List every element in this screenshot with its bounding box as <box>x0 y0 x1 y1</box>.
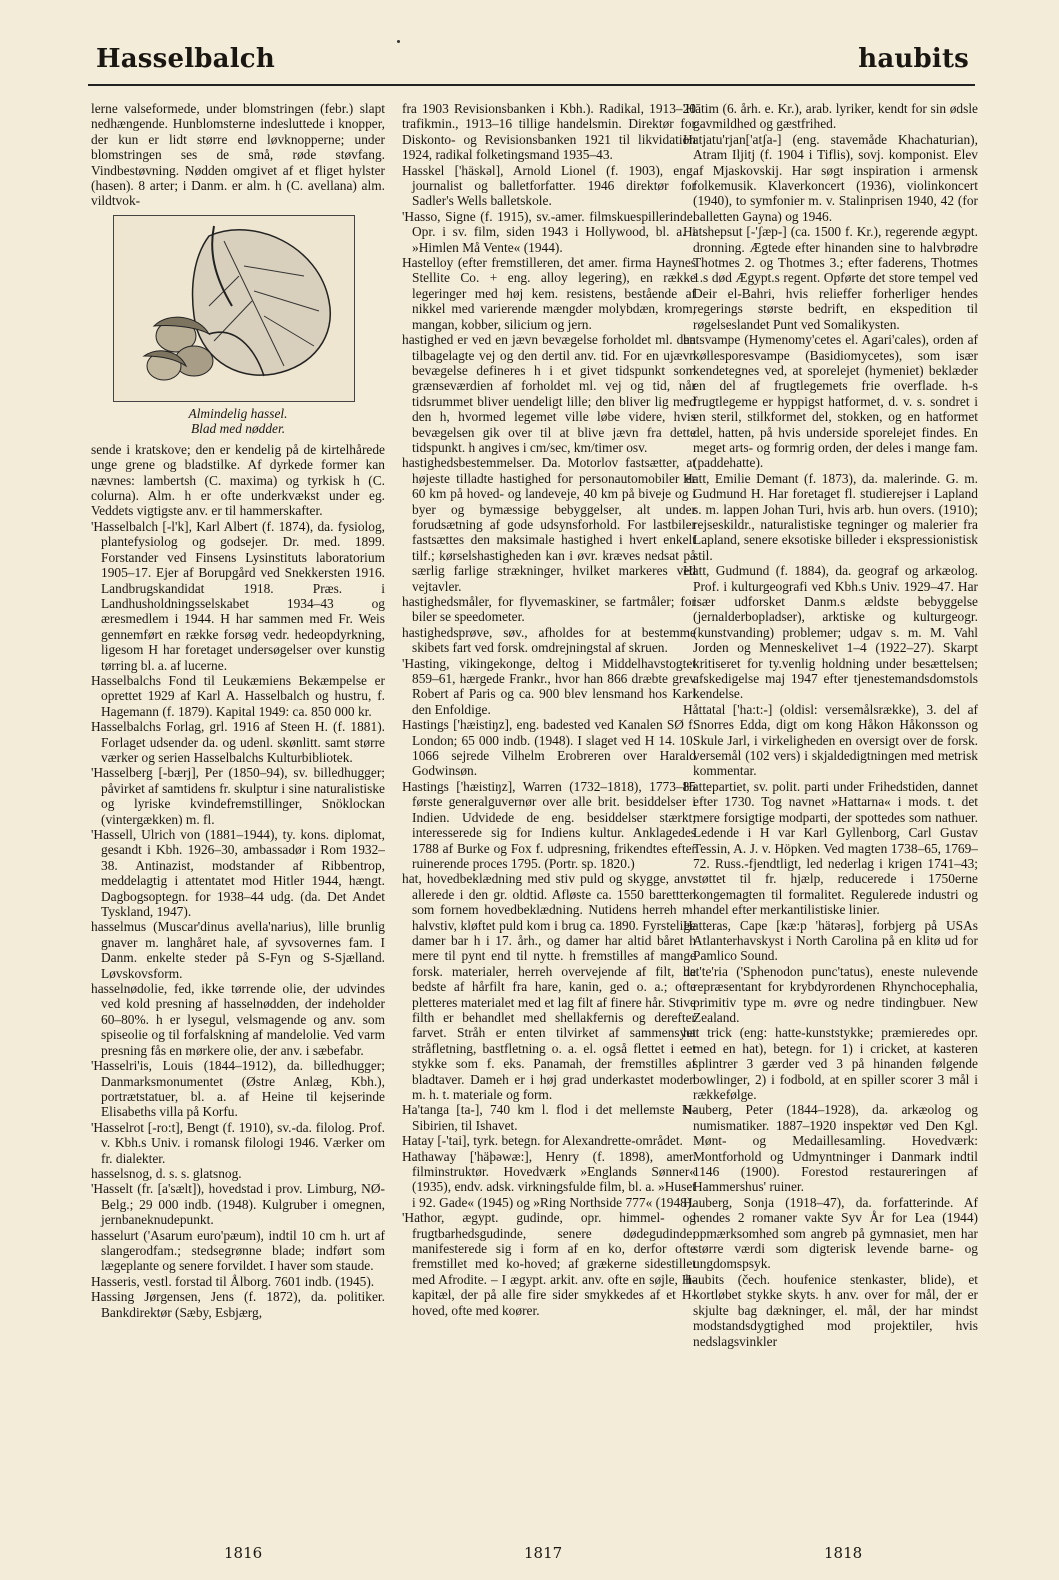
dictionary-entry: 'haubits (čech. houfenice stenkaster, blide), et kortløbet stykke skyts. h anv. over for mål, der er skjulte bag dækninger, el. mål, der har mindst modstandsdygtighed mod projektiler, hvis nedslagsvinkler <box>683 1271 978 1349</box>
dictionary-entry: hat'te'ria ('Sphenodon punc'tatus), eneste nulevende repræsentant for krybdyrordenen Rhynchocephalia, primitiv type m. øvre og nedre tindingbuer. New Zealand. <box>683 963 978 1025</box>
dictionary-entry: Hatt, Emilie Demant (f. 1873), da. malerinde. G. m. Gudmund H. Har foretaget fl. studierejser i Lapland s. m. lappen Johan Turi, hvis arb. hun overs. (1910); rejseskildr., naturalistiske tegninger og malerier fra Lapland, senere eksotiske billeder i ekspressionistisk stil. <box>683 470 978 563</box>
figure-caption <box>91 406 385 436</box>
dictionary-entry: 'Hasting, vikingekonge, deltog i Middelhavstogtet 859–61, hærgede Frankr., hvor han 866 dræbte grev Robert af Paris og ca. 900 blev lensmand hos Karl den Enfoldige. <box>402 655 696 717</box>
dictionary-entry: fra 1903 Revisionsbanken i Kbh.). Radikal, 1913–20 trafikmin., 1913–16 tillige handelsmin. Direktør for Diskonto- og Revisionsbanken 1921 til likvidation 1924, radikal folketingsmand 1935–43. <box>402 101 696 163</box>
dictionary-entry: Hauberg, Peter (1844–1928), da. arkæolog og numismatiker. 1887–1920 inspektør ved Den Kgl. Mønt- og Medaillesamling. Hovedværk: Montforhold og Udmyntninger i Danmark indtil 1146 (1900). Forestod restaureringen af Hammershus' ruiner. <box>683 1102 978 1195</box>
dictionary-entry: hastighedsprøve, søv., afholdes for at bestemme skibets fart ved forsk. omdrejningstal af skruen. <box>402 624 696 656</box>
dictionary-entry: Hasselbalchs Fond til Leukæmiens Bekæmpelse er oprettet 1929 af Karl A. Hasselbalch og hustru, f. Hagemann (f. 1879). Kapital 1949: ca. 850 000 kr. <box>91 672 385 719</box>
running-head-right: haubits <box>858 44 969 74</box>
dictionary-entry: hasselsnog, d. s. s. glatsnog. <box>91 1165 242 1181</box>
print-speck <box>397 40 400 43</box>
dictionary-entry: 'Hasselberg [-bærj], Per (1850–94), sv. billedhugger; påvirket af samtidens fr. skulptur i sine naturalistiske og lyriske kvindefremstillinger, Snöklockan (vintergækken) m. fl. <box>91 765 385 827</box>
column-1816-entries <box>91 442 385 1320</box>
dictionary-entry: Hatt, Gudmund (f. 1884), da. geograf og arkæolog. Prof. i kulturgeografi ved Kbh.s Univ. 1929–47. Har især udforsket Danm.s ældste bebyggelse (jernalderbopladser), arktiske og kulturgeogr. (kunstvanding) problemer; udgav s. m. M. Vahl Jorden og Menneskelivet 1–4 (1922–27). Skarpt kritiseret for ty.venlig holdning under besættelsen; afskedigelse maj 1947 efter tjenestemandsdomstols kendelse. <box>683 563 978 702</box>
folio-1817: 1817 <box>524 1544 563 1562</box>
dictionary-entry: hastighedsmåler, for flyvemaskiner, se fartmåler; for biler se speedometer. <box>402 594 696 625</box>
dictionary-entry: hasselurt ('Asarum euro'pæum), indtil 10 cm h. urt af slangerodfam.; stedsegrønne blade; indført som lægeplante og senere forvildet. I haver som staude. <box>91 1227 385 1274</box>
column-1816 <box>91 101 385 1521</box>
dictionary-entry: hat, hovedbeklædning med stiv puld og skygge, anv. allerede i den gr. oldtid. Afløste ca. 1550 barettten som fornem hovedbeklædning. Nutidens herreh m. halvstiv, kløftet puld kom i brug ca. 1890. Fyrstelige damer bar h i 17. årh., og damer har altid båret h mere til pynt end til nytte. h fremstilles af mange forsk. materialer, herreh overvejende af filt, de bedste af hårfilt fra hare, kanin, ged o. a.; ofte pletteres materialet med et lag filt af finere hår. Stive filth er behandlet med shellakfernis og derefter farvet. Stråh er enten tilvirket af sammensyet stråfletning, bastfletning o. a. el. også flettet i eet stykke som f. eks. Panamah, der fremstilles af bladtaver. Dameh er i høj grad underkastet moden m. h. t. materiale og form. <box>402 871 696 1102</box>
caption-line-1: Almindelig hassel. <box>188 405 288 421</box>
dictionary-entry: 'Hasselt (fr. [a'sælt]), hovedstad i prov. Limburg, NØ-Belg.; 29 000 indb. (1948). Kulgruber i omegnen, jernbaneknudepunkt. <box>91 1181 385 1228</box>
dictionary-entry: Hastings ['hæistiŋz], eng. badested ved Kanalen SØ f. London; 65 000 indb. (1948). I slaget ved H 14. 10. 1066 sejrede Vilhelm Erobreren over Harald Godwinsøn. <box>402 717 696 779</box>
dictionary-entry: Hasskel ['häskəl], Arnold Lionel (f. 1903), eng. journalist og balletforfatter. 1946 direktør for Sadler's Wells balletskole. <box>402 162 696 209</box>
dictionary-entry: lerne valseformede, under blomstringen (febr.) slapt nedhængende. Hunblomsterne indesluttede i knopper, der kun er lidt større end løvknopperne; under blomstringen ses de små, røde støvfang. Vindbestøvning. Nødden omgivet af et fliget hylster (hasen). 8 arter; i Danm. er alm. h (C. avellana) alm. vildtvok- <box>91 101 385 209</box>
dictionary-entry: Hatjatu'rjan['atʃa-] (eng. stavemåde Khachaturian), Atram Iljitj (f. 1904 i Tiflis), sovj. komponist. Elev af Mjaskovskij. Har søgt inspiration i armensk folkemusik. Klaverkoncert (1936), violinkoncert (1940), to symfonier m. v. Stalinprisen 1940, 42 (for balletten Gayna) og 1946. <box>683 131 978 224</box>
folio-1818: 1818 <box>824 1544 863 1562</box>
running-head-left: Hasselbalch <box>96 44 275 74</box>
dictionary-entry: 'Hasselrot [-ro:t], Bengt (f. 1910), sv.-da. filolog. Prof. v. Kbh.s Univ. i romansk filologi 1946. Værker om fr. dialekter. <box>91 1119 385 1166</box>
column-1818 <box>683 101 978 1521</box>
caption-line-2: Blad med nødder. <box>190 420 286 436</box>
dictionary-entry: 'Hassell, Ulrich von (1881–1944), ty. kons. diplomat, gesandt i Kbh. 1926–30, ambassadør i Rom 1932–38. Antinazist, modstander af Ribbentrop, meddelagtig i attentatet mod Hitler 1944, hængt. Dagbogsoptegn. for 1938–44 udg. (da. Det Andet Tyskland, 1947). <box>91 827 385 920</box>
folio-1816: 1816 <box>224 1544 263 1562</box>
dictionary-entry: Ha'tanga [ta-], 740 km l. flod i det mellemste N-Sibirien, til Ishavet. <box>402 1102 696 1133</box>
dictionary-entry: 'Hasselbalch [-l'k], Karl Albert (f. 1874), da. fysiolog, plantefysiolog og godsejer. Dr. med. 1899. Forstander ved Finsens Lysinstituts laboratorium 1905–17. Ejer af Borupgård ved Snekkersten 1916. Landbrugskandidat 1918. Præs. i Landhusholdningsselskabet 1934–43 og æresmedlem i 1944. H har sammen med Fr. Weis gennemført en række forsøg vedr. hedeopdyrkning, ligesom H har foretaget undersøgelser over kunstig tørring bl. a. af lucerne. <box>91 518 385 673</box>
dictionary-entry: Hathaway ['häþəwæ:], Henry (f. 1898), amer. filminstruktør. Hovedværk »Englands Sønner« (1935), endv. adsk. virkningsfulde film, bl. a. »Huset i 92. Gade« (1945) og »Ring Northside 777« (1948). <box>402 1148 696 1210</box>
dictionary-entry: 'Hasselri'is, Louis (1844–1912), da. billedhugger; Danmarksmonumentet (Østre Anlæg, Kbh.), portrætstatuer, bl. a. af Heine til kejserinde Elisabeths villa på Korfu. <box>91 1058 385 1120</box>
dictionary-entry: sende i kratskove; den er kendelig på de kirtelhårede unge grene og bladstilke. Af dyrkede former kan nævnes: lambertsh (C. maxima) og tyrkisk h (C. colurna). Alm. h er ofte underkvækst under eg. Veddets vigtigste anv. er til hammerskafter. <box>91 441 385 519</box>
dictionary-entry: Hastelloy (efter fremstilleren, det amer. firma Haynes Stellite Co. + eng. alloy legering), en række legeringer med høj kem. resistens, bestående af nikkel med varierende mængder molybdæn, krom, mangan, kobber, silicium og jern. <box>402 255 696 332</box>
header-rule <box>88 84 975 86</box>
dictionary-entry: hastighedsbestemmelser. Da. Motorlov fastsætter, at højeste tilladte hastighed for personautomobiler er 60 km på hoved- og landeveje, 40 km på biveje og i byer og bymæssige bebyggelser, alt under forudsætning af gode udsynsforhold. For lastbiler fastsættes den maksimale hastighed i hvert enkelt tilf.; kørselshastigheden kan i øvr. kræves nedsat på særlig farlige strækninger, hvilket markeres ved vejtavler. <box>402 455 696 594</box>
dictionary-entry: hat trick (eng: hatte-kunststykke; præmieredes opr. med en hat), betegn. for 1) i cricket, at kasteren splintrer 3 gærder ved 3 på hinanden følgende bowlinger, 2) i fodbold, at en spiller scorer 3 mål i rækkefølge. <box>683 1025 978 1102</box>
dictionary-entry: Hauberg, Sonja (1918–47), da. forfatterinde. Af hendes 2 romaner vakte Syv År for Lea (1944) opmærksomhed som angreb på gymnasiet, men har større værdi som digterisk levende barne- og ungdomspsyk. <box>683 1194 978 1272</box>
dictionary-entry: Hatshepsut [-'ʃæp-] (ca. 1500 f. Kr.), regerende ægypt. dronning. Ægtede efter hinanden sine to halvbrødre Thotmes 2. og Thotmes 3.; efter faderens, Thotmes 1.s død Ægypt.s regent. Opførte det store tempel ved Deir el-Bahri, hvis relieffer forherliger hendes regerings største bedrift, en ekspedition til røgelseslandet Punt ved Somalikysten. <box>683 224 978 332</box>
column-1817 <box>402 101 696 1521</box>
dictionary-entry: Hasseris, vestl. forstad til Ålborg. 7601 indb. (1945). <box>91 1273 375 1289</box>
dictionary-entry: hatsvampe (Hymenomy'cetes el. Agari'cales), orden af køllesporesvampe (Basidiomycetes), som især kendetegnes ved, at sporelejet (hymeniet) beklæder en del af frugtlegemets frie overflade. h-s frugtlegeme er hyppigst hatformet, d. v. s. sondret i en steril, stilkformet del, stokken, og en hatformet del, hatten, på hvis underside sporelejet findes. En meget arts- og formrig orden, der deles i mange fam. (paddehatte). <box>683 332 978 471</box>
dictionary-entry: Hassing Jørgensen, Jens (f. 1872), da. politiker. Bankdirektør (Sæby, Esbjærg, <box>91 1289 385 1320</box>
hazel-leaf-nuts-drawing <box>114 216 354 401</box>
dictionary-entry: Hastings ['hæistiŋz], Warren (1732–1818), 1773–85 første generalguvernør over alle brit. besiddelser i Indien. Udvidede de eng. besiddelser stærkt; interesserede sig for Indiens kultur. Anklagedes 1788 af Burke og Fox f. udpresning, frikendtes efter ruinerende proces 1795. (Portr. sp. 1820.) <box>402 778 696 871</box>
dictionary-entry: hasselnødolie, fed, ikke tørrende olie, der udvindes ved kold presning af hasselnødden, der indeholder 60–80%. h er lysegul, velsmagende og anv. som spiseolie og til forfalskning af mandelolie. Ved varm presning fås en mørkere olie, der anv. i sæbefabr. <box>91 981 385 1058</box>
dictionary-entry: 'Hasso, Signe (f. 1915), sv.-amer. filmskuespillerinde. Opr. i sv. film, siden 1943 i Hollywood, bl. a. i »Himlen Må Vente« (1944). <box>402 208 696 255</box>
dictionary-entry: Hattepartiet, sv. polit. parti under Frihedstiden, dannet efter 1730. Tog navnet »Hattarna« i mods. t. det mere forsigtige modparti, der spottedes som nathuer. Ledende i H var Karl Gyllenborg, Carl Gustav Tessin, A. J. v. Höpken. Ved magten 1738–65, 1769–72. Russ.-fjendtligt, led nederlag i krigen 1741–43; støttet til fr. hjælp, reducerede i 1750erne kongemagten til formalitet. Regulerede industri og handel efter merkantilistiske linier. <box>683 778 978 918</box>
dictionary-entry: 'Hathor, ægypt. gudinde, opr. himmel- og frugtbarhedsgudinde, senere dødegudinde; manifesterede sig i form af en ko, derfor ofte fremstillet med ko-hoved; af grækerne sidestillet med Afrodite. – I ægypt. arkit. anv. ofte en søjle, H-kapitæl, der på alle fire sider smykkedes af et H-hoved, ofte med koører. <box>402 1210 696 1318</box>
dictionary-entry: Hasselbalchs Forlag, grl. 1916 af Steen H. (f. 1881). Forlaget udsender da. og udenl. skønlitt. samt større værker og serien Hasselbalchs Kulturbibliotek. <box>91 719 385 765</box>
dictionary-entry: Hatay [-'tai], tyrk. betegn. for Alexandrette-området. <box>402 1133 683 1149</box>
hazel-illustration <box>113 215 355 402</box>
dictionary-entry: Håttatal ['ha:t:-] (oldisl: versemålsrække), 3. del af Snorres Edda, digt om kong Håkon Håkonsson og Skule Jarl, i virkeligheden en oversigt over de forsk. versemål (102 vers) i skjaldedigtningen med metrisk kommentar. <box>683 701 978 779</box>
dictionary-entry: 'Hātim (6. årh. e. Kr.), arab. lyriker, kendt for sin ødsle gavmildhed og gæstfrihed. <box>683 101 978 132</box>
column-1816-top-entries <box>91 101 385 209</box>
dictionary-entry: hasselmus (Muscar'dinus avella'narius), lille brunlig gnaver m. langhåret hale, af syvsovernes fam. I Danm. enkelte steder på S-Fyn og S-Sjælland. Løvskovsform. <box>91 919 385 981</box>
dictionary-entry: Hatteras, Cape [kæ:p 'hätərəs], forbjerg på USAs Atlanterhavskyst i North Carolina på en klitø ud for Pamlico Sound. <box>683 917 978 964</box>
dictionary-entry: hastighed er ved en jævn bevægelse forholdet ml. den tilbagelagte vej og den dertil anv. tid. For en ujævn bevægelse defineres h i et givet tidspunkt som grænseværdien af forholdet ml. vej og tid, når tidsrummet bliver uendeligt lille; den bliver lig med den h, hvormed legemet ville løbe videre, hvis bevægelsen gik over til at blive jævn fra dette tidspunkt. h angives i cm/sec, km/timer osv. <box>402 332 696 455</box>
